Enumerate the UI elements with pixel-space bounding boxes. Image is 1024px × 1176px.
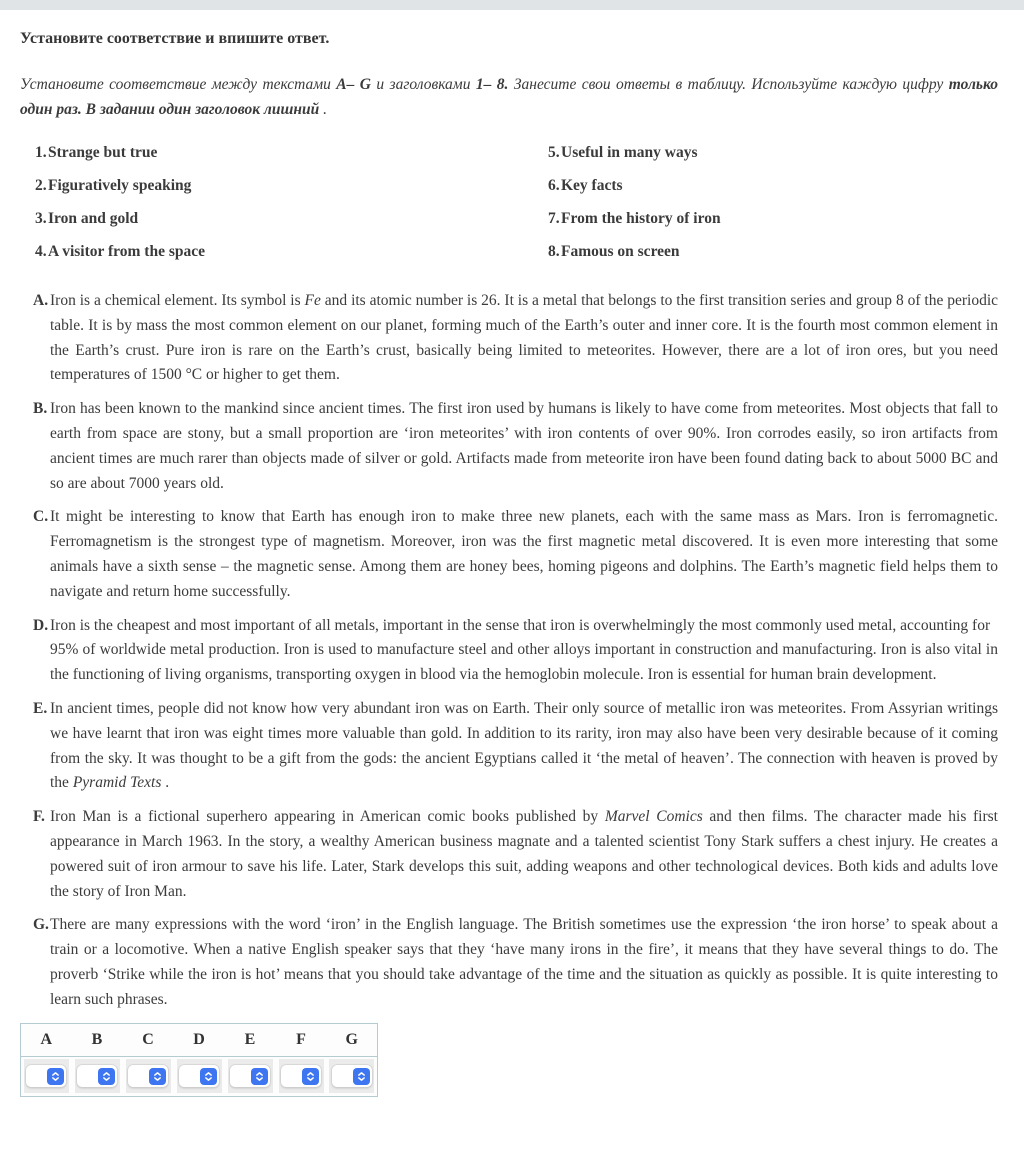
text-paragraph-D [20,614,998,688]
headings-list [20,143,998,275]
text-paragraph-E [20,697,998,796]
paragraph-text: . [161,774,170,792]
text-paragraph-C [20,505,998,604]
select-stepper-icon [149,1068,166,1085]
heading-label: Famous on screen [561,243,680,260]
paragraph-letter: G. [33,916,49,934]
task-page [0,29,1024,1097]
answer-cell-F [276,1056,327,1096]
text-paragraph-B [20,397,998,496]
answer-cell-C [123,1056,174,1096]
paragraph-letter: F. [33,808,45,826]
paragraph-text: Iron has been known to the mankind since ancient times. The first iron used by humans is likely to have come from meteorites. Most objects that fall to earth from space are stony, but a small proportion are ‘iron meteorites’ with iron contents of over 90%. Iron corrodes easily, so iron artifacts from ancient times are much rarer than objects made of silver or gold. Artifacts made from meteorite iron have been found dating back to about 5000 BC and so are about 7000 years old. [50,400,998,492]
heading-number: 1. [35,144,47,161]
top-divider-bar [0,0,1024,10]
heading-label: Figuratively speaking [48,177,192,194]
paragraph-letter: E. [33,699,48,717]
heading-label: Iron and gold [48,210,139,227]
heading-item-7 [533,209,998,242]
select-stepper-icon [353,1068,370,1085]
answer-col-header-D: D [193,1030,205,1048]
select-stepper-icon [302,1068,319,1085]
answer-col-header-A: A [40,1030,53,1048]
select-stepper-icon [251,1068,268,1085]
instructions-bold-range-numbers: 1– 8. [475,76,509,93]
text-paragraph-F [20,805,998,904]
paragraph-body [50,397,998,496]
heading-number: 8. [548,243,560,260]
answer-cell-B [72,1056,123,1096]
answer-col-header-G: G [345,1030,358,1048]
answer-col-header-C: C [142,1030,154,1048]
heading-number: 6. [548,177,560,194]
paragraph-text: Iron is a chemical element. Its symbol is [50,292,305,309]
paragraph-text: Iron is the cheapest and most important of all metals, important in the sense that iron is overwhelmingly the most commonly used metal, accounting for [50,616,991,634]
heading-item-3 [20,209,533,242]
heading-label: From the history of iron [561,210,721,227]
answer-table-select-row [21,1056,378,1096]
instructions-text-3: Занесите свои ответы в таблицу. Используйте каждую цифру [508,76,949,93]
select-stepper-icon [47,1068,64,1085]
paragraph-text: Iron Man is a fictional superhero appearing in American comic books published by [50,808,605,826]
select-backdrop [126,1059,171,1093]
paragraph-body [50,913,998,1012]
heading-item-6 [533,176,998,209]
paragraph-body [50,614,998,688]
text-paragraph-G [20,913,998,1012]
answer-cell-D [174,1056,225,1096]
heading-item-5 [533,143,998,176]
text-paragraph-A [20,289,998,388]
select-backdrop [228,1059,273,1093]
select-backdrop [177,1059,222,1093]
answer-cell-A [21,1056,72,1096]
heading-item-2 [20,176,533,209]
instructions-text-1: Установите соответствие между текстами [20,76,337,93]
paragraph-body [50,289,998,388]
paragraph-text: In ancient times, people did not know how very abundant iron was on Earth. Their only source of metallic iron was meteorites. From Assyrian writings we have learnt that iron was eight times more valuable than gold. In addition to its rarity, iron may also have been very desirable because of it coming from the sky. It was thought to be a gift from the gods: the ancient Egyptians called it ‘the metal of heaven’. The connection with heaven is proved by the [50,699,998,792]
select-backdrop [75,1059,120,1093]
paragraph-letter: B. [33,400,48,418]
answer-select-D[interactable] [179,1065,219,1087]
heading-label: Useful in many ways [561,144,698,161]
heading-label: Strange but true [48,144,158,161]
paragraph-body [50,697,998,796]
instructions-text-2: и заголовками [370,76,476,93]
paragraph-text: and its atomic number is 26. It is a metal that belongs to the first transition series and group 8 of the periodic table. It is by mass the most common element on our planet, forming much of the Earth’s outer and inner core. It is the fourth most common element in the Earth’s crust. Pure iron is rare on the Earth’s crust, basically being limited to meteorites. However, there are a lot of iron ores, but you need temperatures of 1500 °C or higher to get them. [50,292,998,384]
paragraph-italic-term: Marvel Comics [604,808,703,826]
select-backdrop [279,1059,324,1093]
paragraph-text: It might be interesting to know that Earth has enough iron to make three new planets, each with the same mass as Mars. Iron is ferromagnetic. Ferromagnetism is the strongest type of magnetism. Moreover, iron was the first magnetic metal discovered. It is even more interesting that some animals have a sixth sense – the magnetic sense. Among them are honey bees, homing pigeons and dolphins. The Earth’s magnetic field helps them to navigate and return home successfully. [50,508,998,600]
answer-select-A[interactable] [26,1065,66,1087]
answer-select-E[interactable] [230,1065,270,1087]
answer-col-header-F: F [296,1030,306,1048]
instructions-text-4: . [319,101,328,118]
answer-cell-E [225,1056,276,1096]
answer-col-header-B: B [91,1030,103,1048]
heading-number: 3. [35,210,47,227]
paragraph-body [50,805,998,904]
page-title: Установите соответствие и впишите ответ. [20,30,330,47]
select-stepper-icon [200,1068,217,1085]
select-backdrop [329,1059,374,1093]
heading-item-1 [20,143,533,176]
paragraph-text: There are many expressions with the word ‘iron’ in the English language. The British sometimes use the expression ‘the iron horse’ to speak about a train or a locomotive. When a native English speaker says that they ‘have many irons in the fire’, it means that they have several things to do. The proverb ‘Strike while the iron is hot’ means that you should take advantage of the time and the situation as quickly as possible. It is quite interesting to learn such phrases. [50,916,998,1008]
heading-number: 4. [35,243,47,260]
instructions-bold-note: только один раз. В задании один заголовок лишний [20,76,999,118]
answer-select-G[interactable] [332,1065,372,1087]
heading-number: 2. [35,177,47,194]
heading-item-4 [20,242,533,275]
heading-number: 5. [548,144,560,161]
paragraph-text: and then films. The character made his first appearance in March 1963. In the story, a wealthy American business magnate and a talented scientist Tony Stark suffers a chest injury. He creates a powered suit of iron armour to save his life. Later, Stark develops this suit, adding weapons and other technological devices. Both kids and adults love the story of Iron Man. [50,808,998,900]
task-instructions [20,72,998,122]
heading-item-8 [533,242,998,275]
heading-label: Key facts [561,177,623,194]
paragraph-letter: C. [33,508,49,526]
instructions-bold-range-letters: A– G [336,76,371,93]
answer-cell-G [327,1056,378,1096]
paragraph-letter: A. [33,292,49,309]
heading-label: A visitor from the space [48,243,205,260]
answer-select-F[interactable] [281,1065,321,1087]
paragraph-body [50,505,998,604]
answer-table [20,1023,378,1097]
answer-table-header-row [21,1023,378,1056]
paragraph-italic-term: Pyramid Texts [72,774,162,792]
heading-number: 7. [548,210,560,227]
answer-select-B[interactable] [77,1065,117,1087]
paragraph-italic-term: Fe [304,292,321,309]
answer-select-C[interactable] [128,1065,168,1087]
select-stepper-icon [98,1068,115,1085]
paragraph-letter: D. [33,616,49,634]
answer-col-header-E: E [244,1030,256,1048]
select-backdrop [24,1059,69,1093]
texts-section [20,289,998,1013]
paragraph-text: 95% of worldwide metal production. Iron is used to manufacture steel and other alloys important in construction and manufacturing. Iron is also vital in the functioning of living organisms, transporting oxygen in blood via the hemoglobin molecule. Iron is essential for human brain development. [50,641,998,684]
